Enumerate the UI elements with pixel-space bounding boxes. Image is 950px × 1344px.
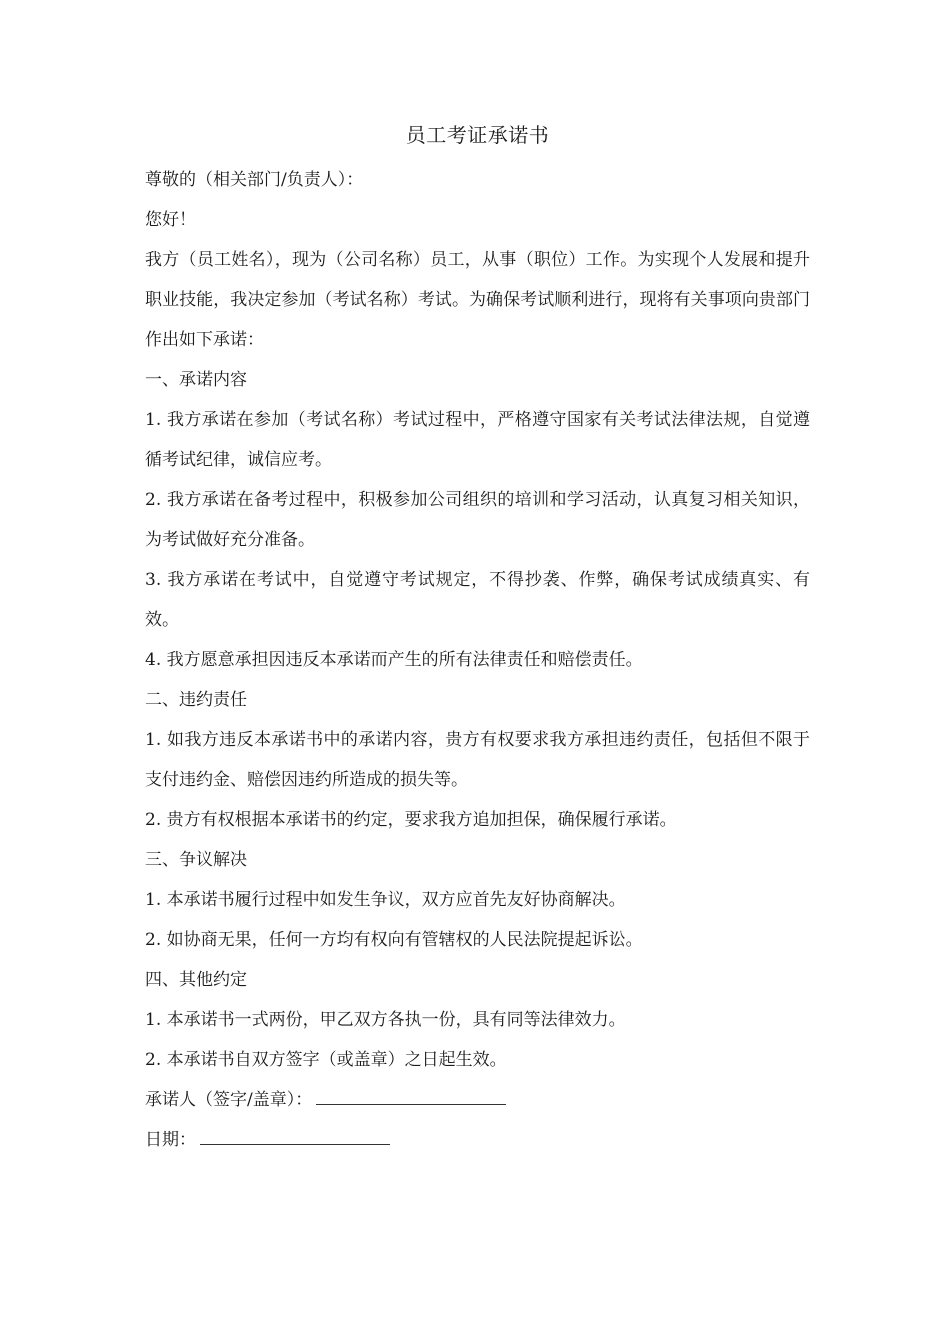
commitment-item-4: 4. 我方愿意承担因违反本承诺而产生的所有法律责任和赔偿责任。 bbox=[145, 650, 643, 670]
intro-paragraph: 我方（员工姓名），现为（公司名称）员工，从事（职位）工作。为实现个人发展和提升职业技能，我决定参加（考试名称）考试。为确保考试顺利进行，现将有关事项向贵部门作出如下承诺： bbox=[145, 250, 810, 350]
date-label: 日期： bbox=[145, 1130, 196, 1150]
liability-item-2: 2. 贵方有权根据本承诺书的约定，要求我方追加担保，确保履行承诺。 bbox=[145, 810, 677, 830]
section-heading-dispute: 三、争议解决 bbox=[145, 850, 247, 870]
section-heading-liability: 二、违约责任 bbox=[145, 690, 247, 710]
section-heading-commitments: 一、承诺内容 bbox=[145, 370, 247, 390]
signature-row bbox=[145, 1080, 810, 1120]
dispute-item-2: 2. 如协商无果，任何一方均有权向有管辖权的人民法院提起诉讼。 bbox=[145, 930, 643, 950]
document-title: 员工考证承诺书 bbox=[405, 123, 550, 147]
other-item-1: 1. 本承诺书一式两份，甲乙双方各执一份，具有同等法律效力。 bbox=[145, 1010, 626, 1030]
signature-blank-line bbox=[316, 1082, 506, 1105]
document-page bbox=[145, 120, 810, 1160]
liability-item-1: 1. 如我方违反本承诺书中的承诺内容，贵方有权要求我方承担违约责任，包括但不限于支付违约金、赔偿因违约所造成的损失等。 bbox=[145, 730, 810, 790]
greeting: 您好！ bbox=[145, 210, 196, 230]
commitment-item-1: 1. 我方承诺在参加（考试名称）考试过程中，严格遵守国家有关考试法律法规，自觉遵循考试纪律，诚信应考。 bbox=[145, 410, 810, 470]
date-row bbox=[145, 1120, 810, 1160]
other-item-2: 2. 本承诺书自双方签字（或盖章）之日起生效。 bbox=[145, 1050, 507, 1070]
dispute-item-1: 1. 本承诺书履行过程中如发生争议，双方应首先友好协商解决。 bbox=[145, 890, 626, 910]
signature-label: 承诺人（签字/盖章）： bbox=[145, 1090, 313, 1110]
date-blank-line bbox=[200, 1122, 390, 1145]
salutation: 尊敬的（相关部门/负责人）： bbox=[145, 170, 364, 190]
section-heading-other: 四、其他约定 bbox=[145, 970, 247, 990]
commitment-item-2: 2. 我方承诺在备考过程中，积极参加公司组织的培训和学习活动，认真复习相关知识，为考试做好充分准备。 bbox=[145, 490, 810, 550]
commitment-item-3: 3. 我方承诺在考试中，自觉遵守考试规定，不得抄袭、作弊，确保考试成绩真实、有效。 bbox=[145, 570, 810, 630]
